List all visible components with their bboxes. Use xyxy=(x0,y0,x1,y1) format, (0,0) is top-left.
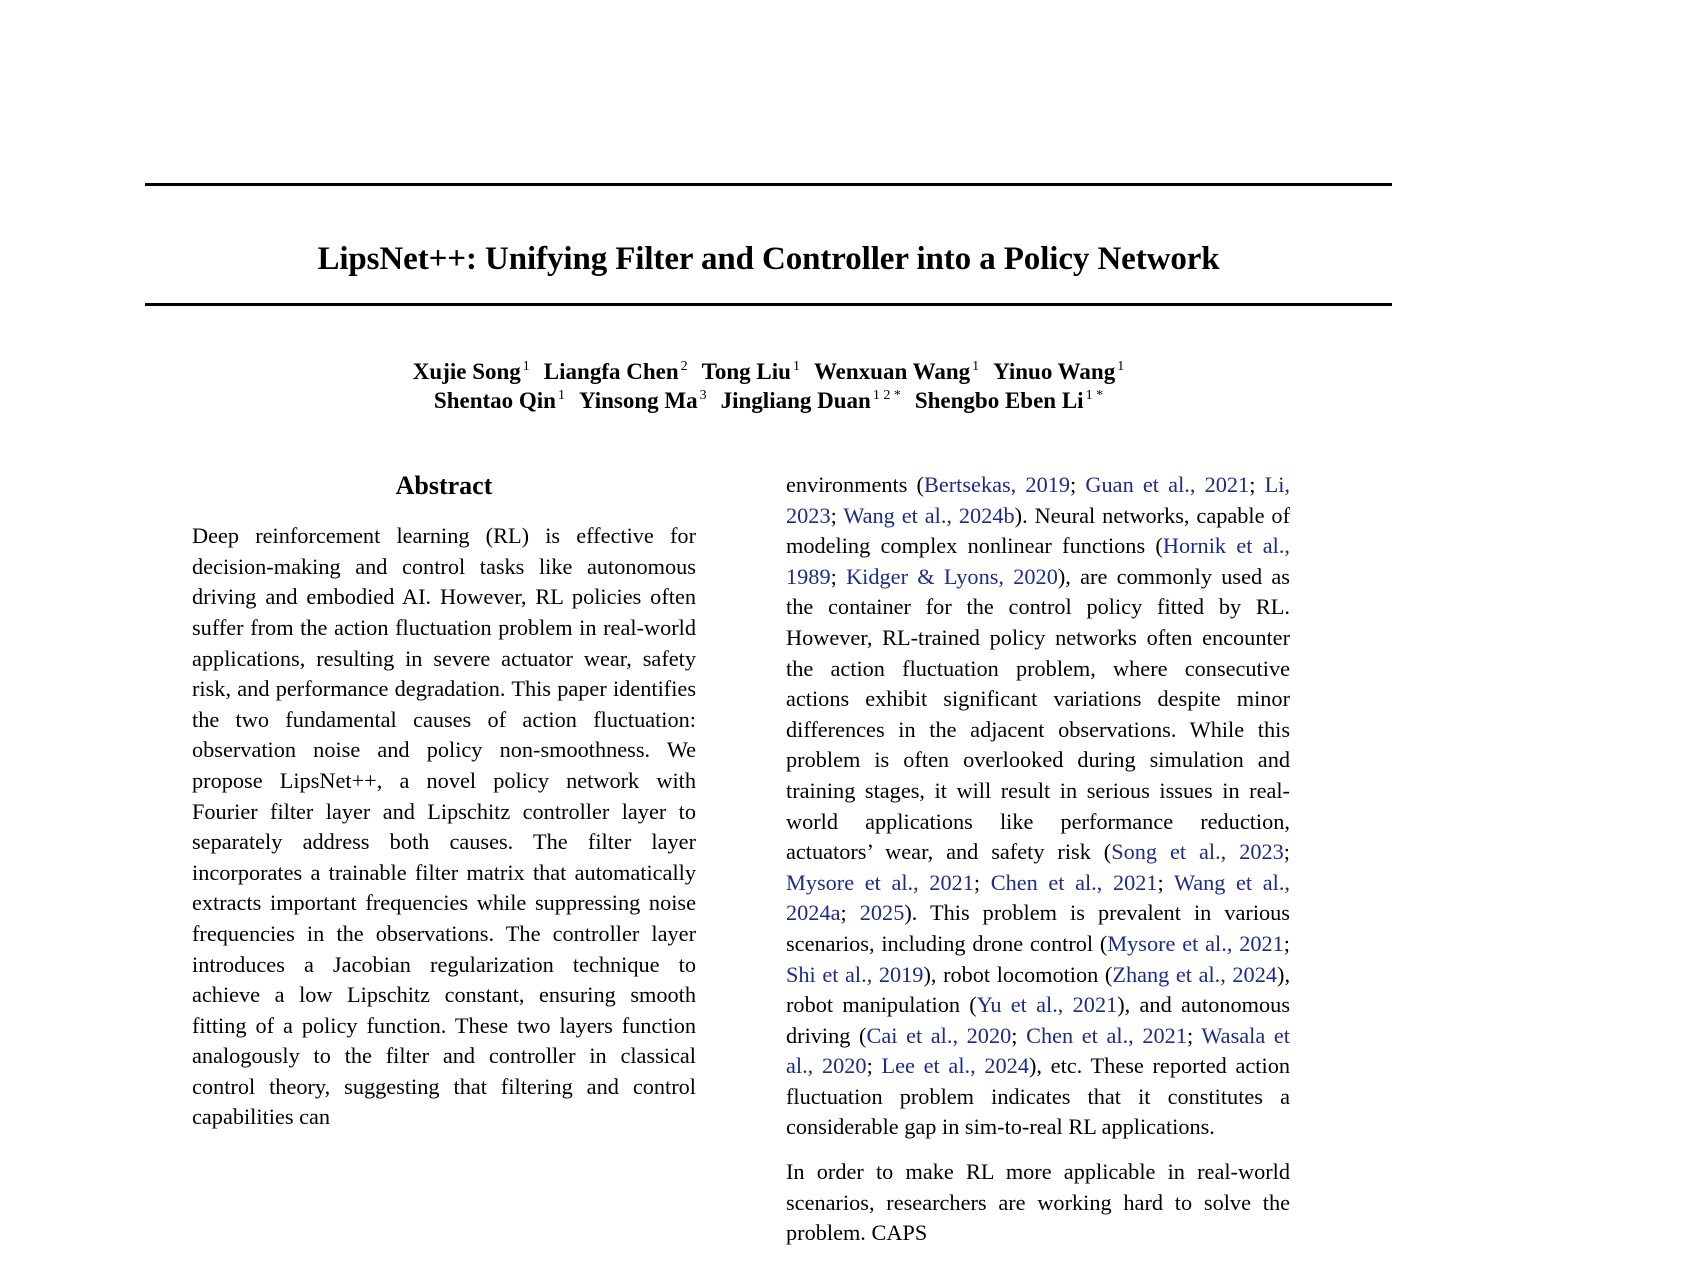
author-line-2 xyxy=(145,387,1392,416)
citation-link[interactable]: Wang et al., 2024a xyxy=(786,869,1290,926)
citation-link[interactable]: Song et al., 2023 xyxy=(1111,839,1284,865)
citation-link[interactable]: Zhang et al., 2024 xyxy=(1112,961,1278,987)
author-name: Tong Liu $^1$ xyxy=(701,359,800,384)
title-rule-top xyxy=(145,183,1392,186)
citation-link[interactable]: Hornik et al., 1989 xyxy=(786,533,1290,589)
citation-link[interactable]: Li, 2023 xyxy=(786,472,1290,528)
author-affiliation-marker: 1 xyxy=(972,359,980,375)
author-name: Jingliang Duan $^{1 2 *}$ xyxy=(720,387,901,413)
title-rule-bottom xyxy=(145,303,1392,306)
page-title: LipsNet++: Unifying Filter and Controller into a Policy Network xyxy=(317,241,1220,278)
author-affiliation-marker: 3 xyxy=(699,388,707,404)
author-affiliation-marker: 1 xyxy=(557,388,565,404)
citation-link[interactable]: Chen et al., 2021 xyxy=(990,869,1158,895)
author-name: Wenxuan Wang $^1$ xyxy=(813,359,980,384)
citation-link[interactable]: Cai et al., 2020 xyxy=(866,1022,1012,1048)
body-columns xyxy=(0,470,1700,1275)
right-column xyxy=(786,470,1290,1275)
author-name: Liangfa Chen $^2$ xyxy=(543,359,688,384)
citation-link[interactable]: Wasala et al., 2020 xyxy=(786,1022,1290,1079)
author-name: Shengbo Eben Li $^{1 *}$ xyxy=(914,387,1104,413)
citation-link[interactable]: Guan et al., 2021 xyxy=(1085,472,1250,497)
citation-link[interactable]: Shi et al., 2019 xyxy=(786,961,924,987)
intro-paragraph-2: In order to make RL more applicable in real-world scenarios, researchers are working hard to solve the problem. CAPS xyxy=(786,1159,1290,1246)
citation-link[interactable]: Bertsekas, 2019 xyxy=(923,472,1071,497)
author-name: Shentao Qin $^1$ xyxy=(433,387,565,413)
author-list xyxy=(145,358,1392,416)
left-column xyxy=(192,470,696,1275)
citation-link[interactable]: Lee et al., 2024 xyxy=(881,1053,1029,1079)
author-affiliation-marker: 1 * xyxy=(1085,388,1104,404)
citation-link[interactable]: Mysore et al., 2021 xyxy=(1107,930,1284,956)
abstract-text: Deep reinforcement learning (RL) is effective for decision-making and control tasks like autonomous driving and embodied AI. However, RL policies often suffer from the action fluctuation problem in real-world applications, resulting in severe actuator wear, safety risk, and performance degradation. This paper identifies the two fundamental causes of action fluctuation: observation noise and policy non-smoothness. We propose LipsNet++, a novel policy network with Fourier filter layer and Lipschitz controller layer to separately address both causes. The filter layer incorporates a trainable filter matrix that automatically extracts important frequencies while suppressing noise frequencies in the observations. The controller layer introduces a Jacobian regularization technique to achieve a low Lipschitz constant, ensuring smooth fitting of a policy function. These two layers function analogously to the filter and controller in classical control theory, suggesting that filtering and control capabilities can xyxy=(192,523,696,1130)
author-name: Xujie Song $^1$ xyxy=(412,359,530,384)
author-affiliation-marker: 2 xyxy=(680,359,688,375)
author-affiliation-marker: 1 xyxy=(792,359,800,375)
intro-paragraph-1: environments (Bertsekas, 2019; Guan et al., 2021; Li, 2023; Wang et al., 2024b). Neural networks, capable of modeling complex nonlinear functions (Hornik et al., 1989; Kidger & Lyons, 2020), are commonly used as the container for the control policy fitted by RL. However, RL-trained policy networks often encounter the action fluctuation problem, where consecutive actions exhibit significant variations despite minor differences in the adjacent observations. While this problem is often overlooked during simulation and training stages, it will result in serious issues in real-world applications like performance reduction, actuators’ wear, and safety risk (Song et al., 2023; Mysore et al., 2021; Chen et al., 2021; Wang et al., 2024a; 2025). This problem is prevalent in various scenarios, including drone control (Mysore et al., 2021; Shi et al., 2019), robot locomotion (Zhang et al., 2024), robot manipulation (Yu et al., 2021), and autonomous driving (Cai et al., 2020; Chen et al., 2021; Wasala et al., 2020; Lee et al., 2024), etc. These reported action fluctuation problem indicates that it constitutes a considerable gap in sim-to-real RL applications. xyxy=(786,472,1290,1140)
citation-link[interactable]: Yu et al., 2021 xyxy=(976,992,1118,1018)
citation-link[interactable]: Wang et al., 2024b xyxy=(843,502,1015,528)
author-affiliation-marker: 1 xyxy=(522,359,530,375)
citation-link[interactable]: Kidger & Lyons, 2020 xyxy=(846,563,1058,589)
citation-link[interactable]: 2025 xyxy=(859,900,905,926)
author-affiliation-marker: 1 2 * xyxy=(872,388,901,404)
citation-link[interactable]: Mysore et al., 2021 xyxy=(786,869,974,895)
author-affiliation-marker: 1 xyxy=(1117,359,1125,375)
author-name: Yinuo Wang $^1$ xyxy=(993,359,1125,384)
author-name: Yinsong Ma $^3$ xyxy=(578,387,707,413)
abstract-heading: Abstract xyxy=(395,471,493,500)
citation-link[interactable]: Chen et al., 2021 xyxy=(1026,1022,1187,1048)
author-line-1 xyxy=(145,358,1392,387)
